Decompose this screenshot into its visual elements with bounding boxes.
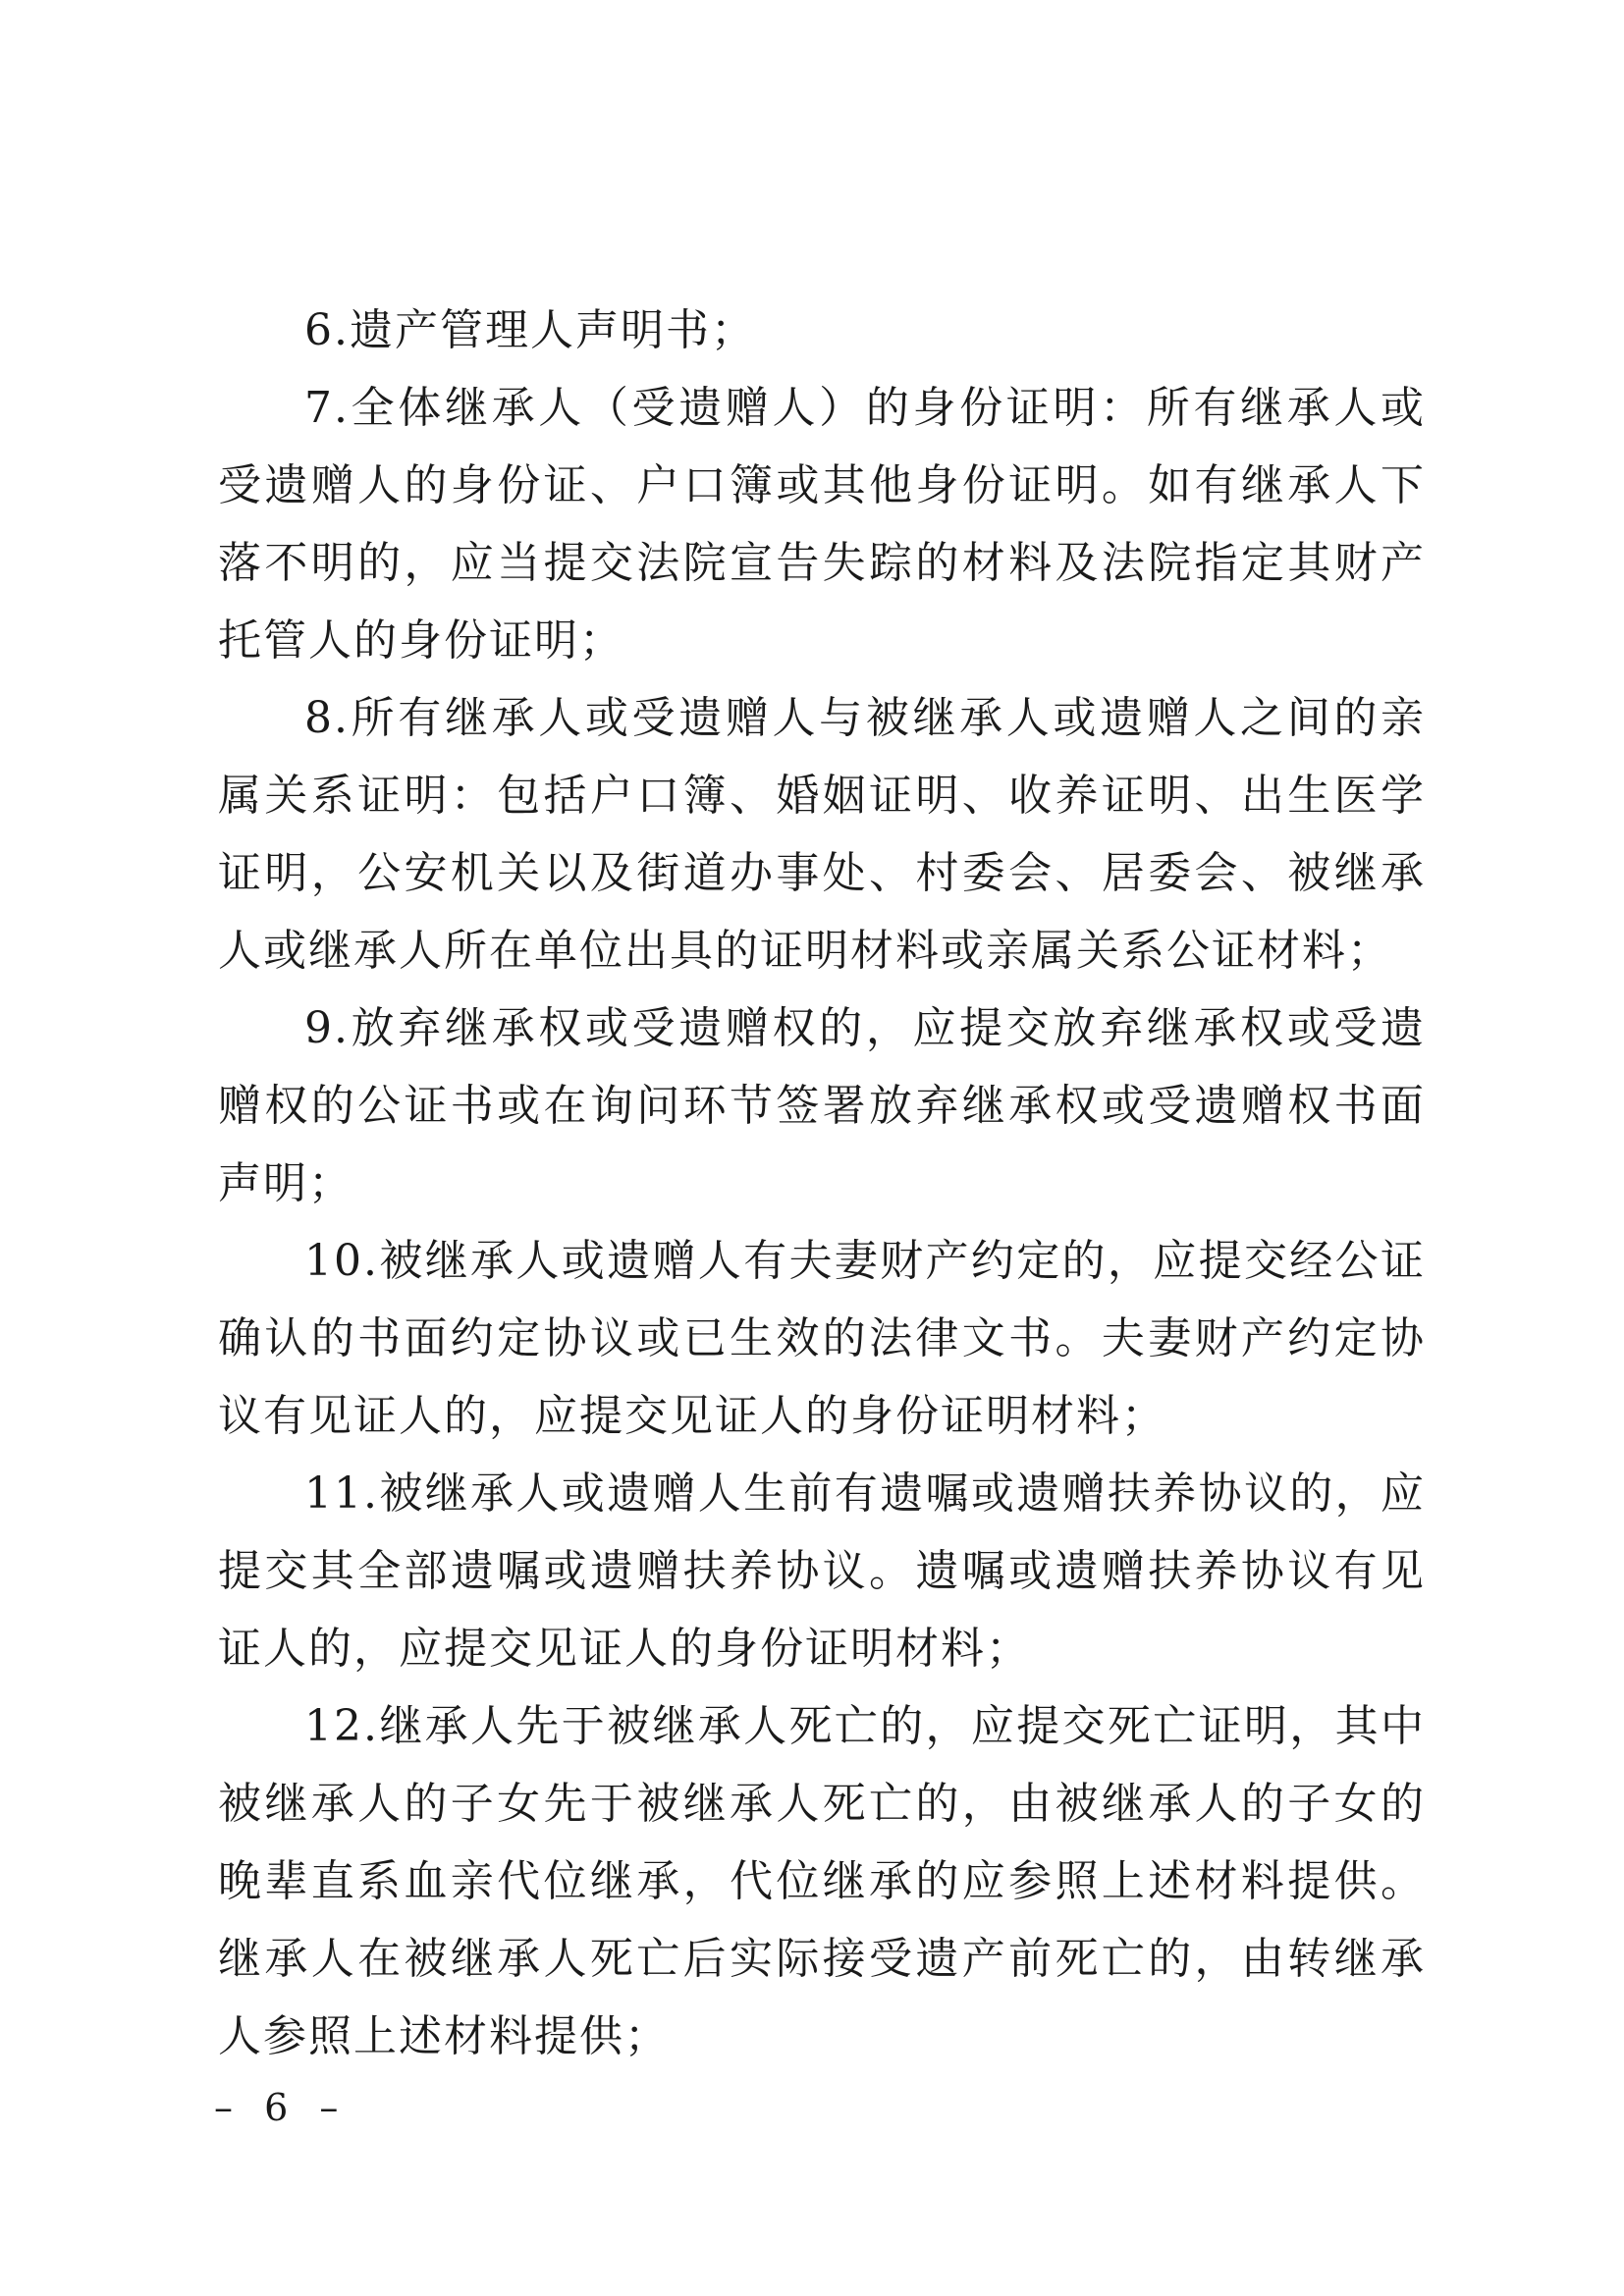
paragraph-item-7: 7.全体继承人（受遗赠人）的身份证明：所有继承人或受遗赠人的身份证、户口簿或其他身份证明。如有继承人下落不明的，应当提交法院宣告失踪的材料及法院指定其财产托管人的身份证明； — [218, 383, 1426, 666]
document-body — [218, 292, 1426, 2075]
paragraph-item-8: 8.所有继承人或受遗赠人与被继承人或遗赠人之间的亲属关系证明：包括户口簿、婚姻证明、收养证明、出生医学证明，公安机关以及街道办事处、村委会、居委会、被继承人或继承人所在单位出具的证明材料或亲属关系公证材料； — [218, 693, 1426, 976]
paragraph-item-9: 9.放弃继承权或受遗赠权的，应提交放弃继承权或受遗赠权的公证书或在询问环节签署放弃继承权或受遗赠权书面声明； — [218, 1003, 1426, 1208]
paragraph-item-6: 6.遗产管理人声明书； — [304, 305, 756, 355]
paragraph-item-12: 12.继承人先于被继承人死亡的，应提交死亡证明，其中被继承人的子女先于被继承人死亡的，由被继承人的子女的晚辈直系血亲代位继承，代位继承的应参照上述材料提供。继承人在被继承人死亡后实际接受遗产前死亡的，由转继承人参照上述材料提供； — [218, 1701, 1426, 2061]
page-number: – 6 – — [214, 2086, 349, 2129]
paragraph-item-10: 10.被继承人或遗赠人有夫妻财产约定的，应提交经公证确认的书面约定协议或已生效的法律文书。夫妻财产约定协议有见证人的，应提交见证人的身份证明材料； — [218, 1236, 1426, 1441]
paragraph-item-11: 11.被继承人或遗赠人生前有遗嘱或遗赠扶养协议的，应提交其全部遗嘱或遗赠扶养协议。遗嘱或遗赠扶养协议有见证人的，应提交见证人的身份证明材料； — [218, 1468, 1426, 1674]
